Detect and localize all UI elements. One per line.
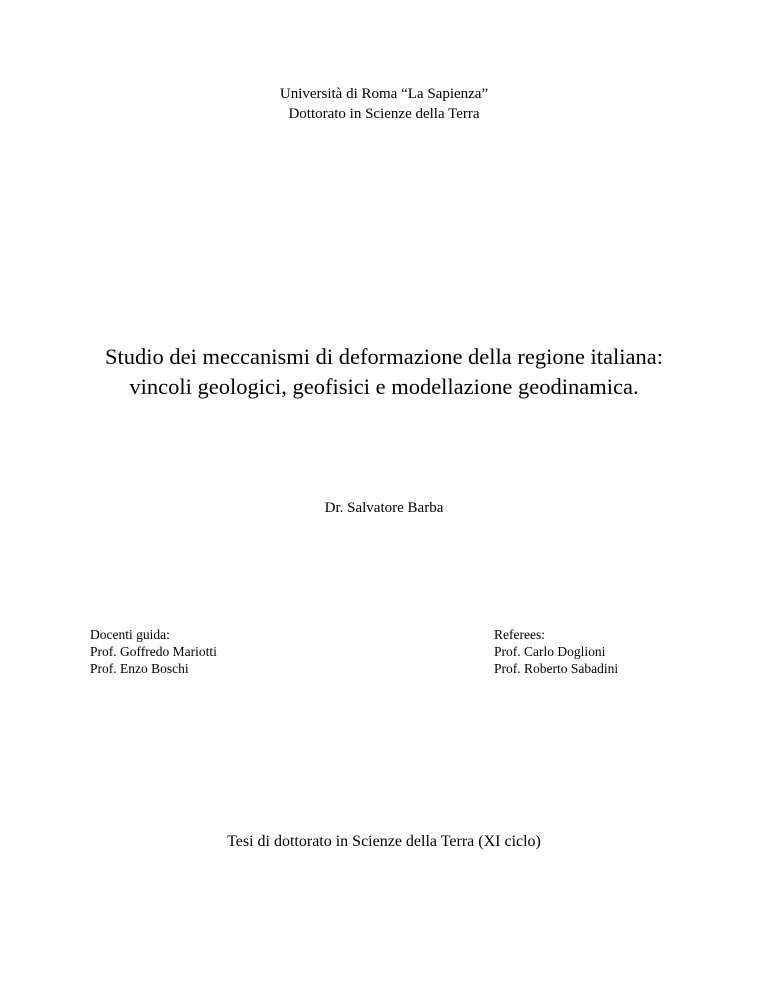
thesis-title-line-2: vincoli geologici, geofisici e modellazione geodinamica.	[129, 374, 639, 399]
university-name: Università di Roma “La Sapienza”	[279, 86, 489, 102]
advisors-label: Docenti guida:	[90, 627, 170, 642]
advisor-name: Prof. Enzo Boschi	[90, 661, 189, 676]
thesis-description: Tesi di dottorato in Scienze della Terra (XI ciclo)	[227, 833, 541, 850]
referees-label: Referees:	[494, 627, 545, 642]
thesis-title	[0, 342, 768, 402]
advisors-block	[90, 626, 217, 677]
advisor-name: Prof. Goffredo Mariotti	[90, 644, 217, 659]
thesis-title-line-1: Studio dei meccanismi di deformazione della regione italiana:	[105, 344, 663, 369]
referee-name: Prof. Roberto Sabadini	[494, 661, 619, 676]
referees-block	[494, 626, 618, 677]
header-block	[0, 84, 768, 124]
doctoral-program: Dottorato in Scienze della Terra	[288, 106, 480, 122]
author-name: Dr. Salvatore Barba	[324, 500, 444, 516]
referee-name: Prof. Carlo Doglioni	[494, 644, 606, 659]
